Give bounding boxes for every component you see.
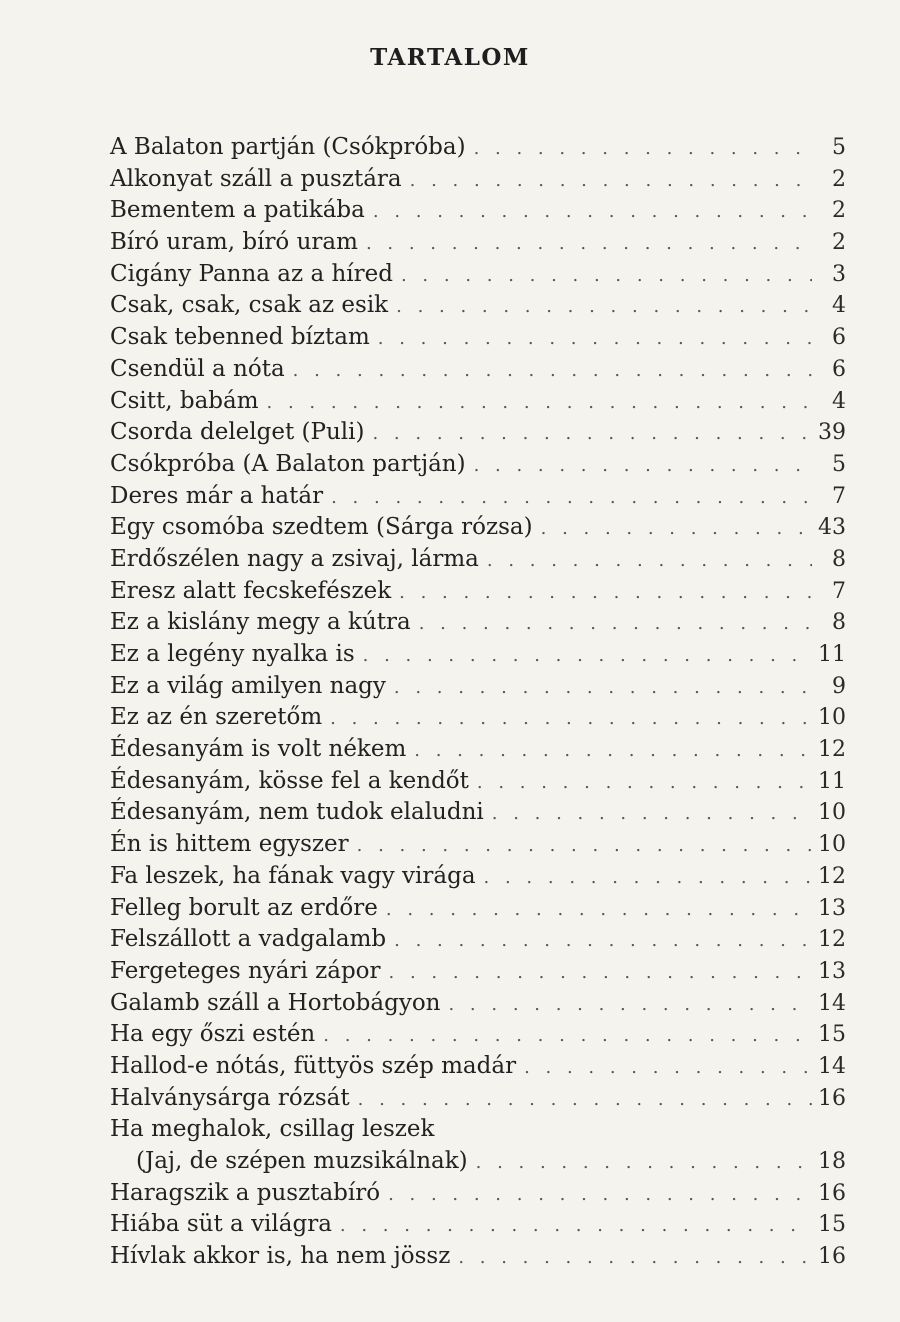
entry-title: Ez a legény nyalka is (110, 641, 355, 667)
toc-entry (110, 1051, 846, 1083)
toc-entry (110, 227, 846, 259)
entry-page-number: 15 (818, 1022, 846, 1048)
entry-title: Felleg borult az erdőre (110, 894, 378, 921)
entry-page-number: 4 (832, 388, 846, 414)
entry-page-number: 16 (818, 1180, 846, 1206)
entry-page-number: 8 (832, 610, 846, 636)
entry-page-number: 2 (832, 198, 846, 224)
dot-leader (372, 418, 812, 450)
entry-title: Én is hittem egyszer (110, 831, 349, 858)
toc-entry (110, 259, 846, 291)
dot-leader (388, 1179, 812, 1211)
entry-page-number: 4 (832, 293, 846, 319)
toc-entry (110, 481, 846, 513)
entry-title: Fergeteges nyári zápor (110, 957, 381, 984)
entry-title: Hallod-e nótás, füttyös szép madár (110, 1052, 517, 1079)
entry-title: Édesanyám is volt nékem (110, 736, 407, 763)
entry-title: Ez a kislány megy a kútra (110, 609, 411, 636)
entry-page-number: 16 (818, 1244, 846, 1270)
dot-leader (358, 1084, 812, 1116)
entry-title: Bementem a patikába (110, 197, 365, 224)
entry-title: Egy csomóba szedtem (Sárga rózsa) (110, 514, 533, 541)
entry-title: Cigány Panna az a híred (110, 260, 393, 287)
toc-entry (110, 829, 846, 861)
entry-page-number: 8 (832, 546, 846, 572)
dot-leader (477, 767, 812, 799)
toc-entry (110, 988, 846, 1020)
toc-entry (110, 132, 846, 164)
toc-entry (110, 671, 846, 703)
entry-page-number: 15 (818, 1212, 846, 1238)
entry-page-number: 9 (832, 673, 846, 699)
entry-subtitle: (Jaj, de szépen muzsikálnak) (136, 1148, 468, 1174)
dot-leader (394, 925, 812, 957)
entry-page-number: 2 (832, 166, 846, 192)
entry-page-number: 16 (818, 1085, 846, 1111)
entry-page-number: 12 (818, 737, 846, 763)
entry-title: Haragszik a pusztabíró (110, 1179, 381, 1206)
entry-title: Ha egy őszi estén (110, 1021, 316, 1048)
dot-leader (373, 196, 812, 228)
entry-page-number: 14 (818, 1053, 846, 1079)
entry-page-number: 6 (832, 325, 846, 351)
entry-title: Alkonyat száll a pusztára (110, 165, 402, 192)
entry-title: Csitt, babám (110, 387, 259, 414)
entry-page-number: 7 (832, 483, 846, 509)
toc-entry (110, 576, 846, 608)
dot-leader (410, 165, 812, 197)
dot-leader (476, 1147, 812, 1179)
toc-entry (110, 417, 846, 449)
dot-leader (386, 894, 812, 926)
toc-entry (110, 1083, 846, 1115)
entry-page-number: 13 (818, 958, 846, 984)
dot-leader (419, 608, 812, 640)
toc-entry (110, 322, 846, 354)
dot-leader (399, 577, 812, 609)
entry-page-number: 6 (832, 356, 846, 382)
toc-entry (110, 544, 846, 576)
entry-title: Csókpróba (A Balaton partján) (110, 450, 466, 477)
toc-entry (110, 639, 846, 671)
entry-title: Édesanyám, nem tudok elaludni (110, 799, 484, 826)
entry-title: Hiába süt a világra (110, 1211, 332, 1238)
dot-leader (396, 291, 812, 323)
entry-page-number: 7 (832, 578, 846, 604)
entry-title: Deres már a határ (110, 482, 324, 509)
entry-title: Ez a világ amilyen nagy (110, 672, 386, 699)
dot-leader (541, 513, 812, 545)
entry-page-number: 11 (818, 768, 846, 794)
entry-page-number: 10 (818, 705, 846, 731)
entry-page-number: 12 (818, 863, 846, 889)
dot-leader (414, 735, 812, 767)
page-title: TARTALOM (370, 44, 530, 71)
toc-entry (110, 1241, 846, 1273)
dot-leader (340, 1210, 812, 1242)
toc-entry (110, 766, 846, 798)
dot-leader (363, 640, 812, 672)
toc-entry-first-line (110, 1114, 846, 1146)
entry-title: Fa leszek, ha fának vagy virága (110, 862, 476, 889)
entry-title: Eresz alatt fecskefészek (110, 577, 392, 604)
entry-page-number: 39 (818, 420, 846, 446)
toc-entry (110, 797, 846, 829)
entry-page-number: 2 (832, 230, 846, 256)
entry-page-number: 14 (818, 990, 846, 1016)
dot-leader (474, 133, 812, 165)
dot-leader (323, 1020, 812, 1052)
entry-title: Csendül a nóta (110, 355, 285, 382)
entry-title: Csak, csak, csak az esik (110, 292, 389, 319)
dot-leader (448, 989, 812, 1021)
entry-page-number: 13 (818, 895, 846, 921)
toc-entry (110, 893, 846, 925)
toc-entry-continuation (110, 1146, 846, 1178)
toc-entry (110, 607, 846, 639)
dot-leader (458, 1242, 812, 1274)
entry-title: Édesanyám, kösse fel a kendőt (110, 767, 469, 794)
dot-leader (487, 545, 812, 577)
dot-leader (524, 1052, 812, 1084)
dot-leader (267, 387, 812, 419)
entry-title: Felszállott a vadgalamb (110, 926, 387, 953)
entry-page-number: 10 (818, 800, 846, 826)
dot-leader (394, 672, 812, 704)
entry-title: Csak tebenned bíztam (110, 324, 370, 351)
entry-title: Bíró uram, bíró uram (110, 229, 358, 256)
entry-page-number: 43 (818, 515, 846, 541)
dot-leader (401, 260, 812, 292)
entry-title: Erdőszélen nagy a zsivaj, lárma (110, 545, 479, 572)
toc-entry (110, 512, 846, 544)
dot-leader (484, 862, 812, 894)
entry-title: Hívlak akkor is, ha nem jössz (110, 1243, 451, 1270)
entry-title: A Balaton partján (Csókpróba) (110, 134, 466, 160)
entry-page-number: 11 (818, 642, 846, 667)
toc-entry (110, 924, 846, 956)
dot-leader (492, 798, 812, 830)
entry-page-number: 5 (832, 451, 846, 477)
toc-entry (110, 354, 846, 386)
toc-entry (110, 449, 846, 481)
dot-leader (331, 482, 812, 514)
entry-title: Ha meghalok, csillag leszek (110, 1116, 435, 1143)
entry-title: Ez az én szeretőm (110, 704, 323, 731)
dot-leader (366, 228, 812, 260)
entry-page-number: 10 (818, 832, 846, 858)
toc-entry (110, 861, 846, 893)
toc-entry (110, 702, 846, 734)
dot-leader (357, 830, 812, 862)
entry-page-number: 18 (818, 1149, 846, 1174)
dot-leader (378, 323, 812, 355)
entry-page-number: 3 (832, 261, 846, 287)
toc-entry (110, 290, 846, 322)
dot-leader (474, 450, 812, 482)
toc-entry (110, 164, 846, 196)
toc-entry (110, 1209, 846, 1241)
dot-leader (330, 703, 812, 735)
entry-page-number: 12 (818, 927, 846, 953)
toc-entry (110, 386, 846, 418)
dot-leader (389, 957, 812, 989)
entry-title: Halványsárga rózsát (110, 1084, 350, 1111)
toc-entry (110, 956, 846, 988)
table-of-contents (110, 132, 846, 1273)
toc-entry (110, 195, 846, 227)
entry-title: Galamb száll a Hortobágyon (110, 989, 441, 1016)
dot-leader (293, 355, 812, 387)
entry-page-number: 5 (832, 135, 846, 160)
toc-entry (110, 1178, 846, 1210)
toc-entry (110, 734, 846, 766)
entry-title: Csorda delelget (Puli) (110, 419, 365, 446)
toc-entry (110, 1019, 846, 1051)
